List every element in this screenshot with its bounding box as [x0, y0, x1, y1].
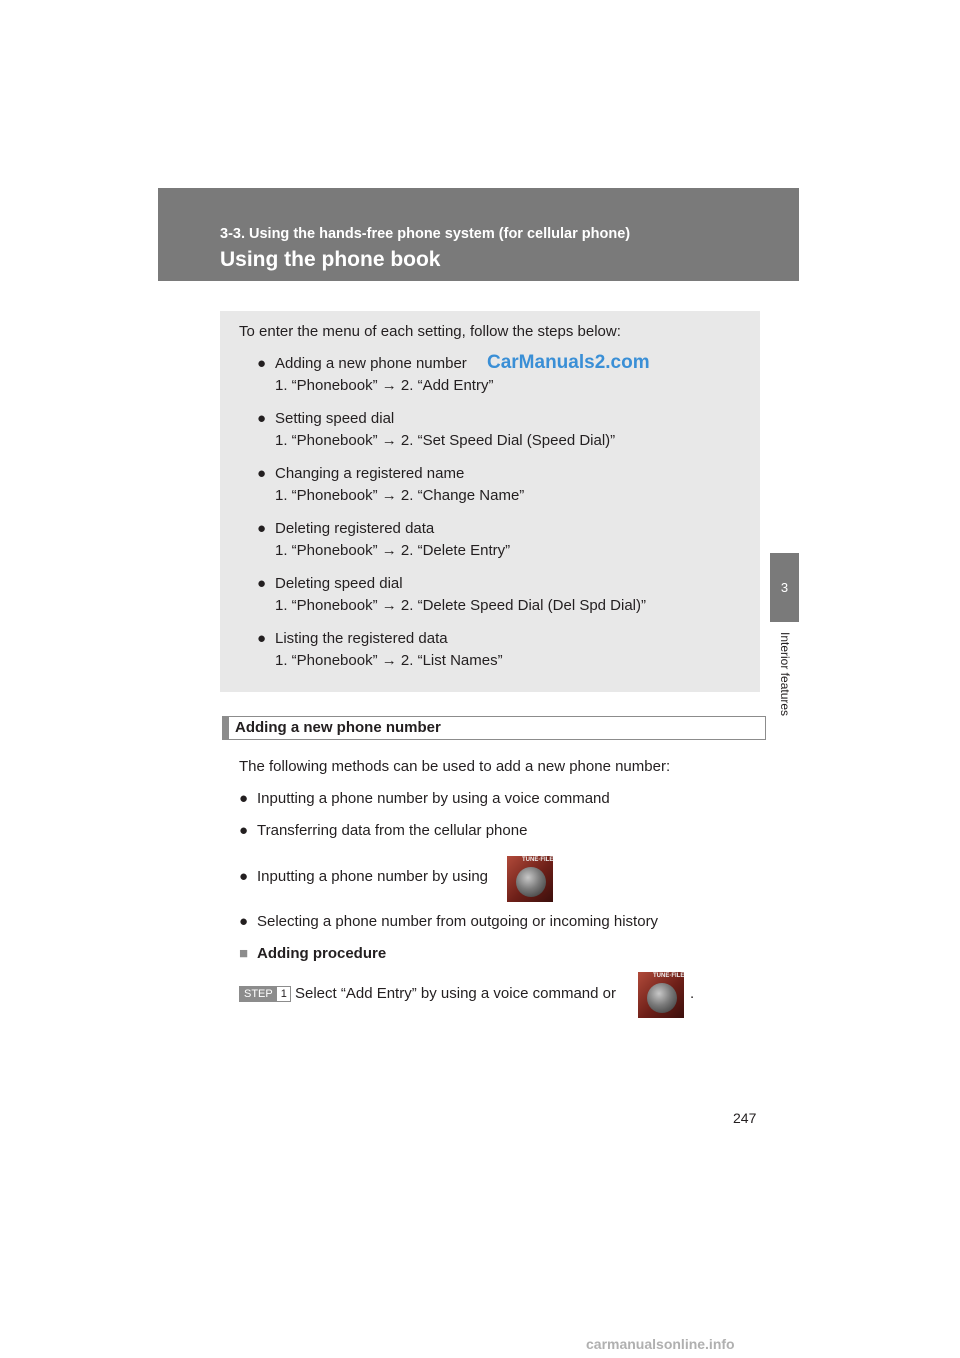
- menu-item-delete-speed-dial: ● Deleting speed dial 1. “Phonebook” → 2. “Delete Speed Dial (Del Spd Dial)”: [257, 575, 647, 614]
- menu-item-add-entry: ● Adding a new phone number 1. “Phonebook” → 2. “Add Entry”: [257, 355, 494, 394]
- square-bullet-icon: ■: [239, 945, 249, 962]
- chapter-tab: 3: [770, 553, 799, 622]
- watermark-logo: CarManuals2.com: [487, 352, 650, 373]
- menu-item-list-names: ● Listing the registered data 1. “Phonebook” → 2. “List Names”: [257, 630, 503, 669]
- method-transfer-data: ● Transferring data from the cellular phone: [239, 822, 528, 839]
- method-call-history: ● Selecting a phone number from outgoing or incoming history: [239, 913, 659, 930]
- method-voice-command: ● Inputting a phone number by using a voice command: [239, 790, 610, 807]
- step-1-text: Select “Add Entry” by using a voice command or: [295, 985, 616, 1002]
- page-header: [158, 188, 799, 281]
- menu-item-speed-dial: ● Setting speed dial 1. “Phonebook” → 2. “Set Speed Dial (Speed Dial)”: [257, 410, 616, 449]
- knob-dial-icon: [516, 867, 546, 897]
- step-badge: STEP 1: [239, 986, 291, 1002]
- step-1-period: .: [690, 985, 695, 1002]
- method-knob-input: ● Inputting a phone number by using: [239, 868, 488, 885]
- procedure-heading: ■ Adding procedure: [239, 945, 387, 962]
- section-intro: The following methods can be used to add a new phone number:: [239, 758, 671, 775]
- knob-dial-icon: [647, 983, 677, 1013]
- chapter-label: Interior features: [778, 632, 792, 717]
- tune-knob-icon: TUNE·FILE: [638, 972, 684, 1018]
- menu-item-delete-entry: ● Deleting registered data 1. “Phonebook” → 2. “Delete Entry”: [257, 520, 511, 559]
- section-label: 3-3. Using the hands-free phone system (for cellular phone): [220, 226, 631, 242]
- menu-intro: To enter the menu of each setting, follow the steps below:: [239, 323, 621, 340]
- page-number: 247: [733, 1110, 757, 1126]
- footer-watermark: carmanualsonline.info: [586, 1336, 735, 1352]
- tune-knob-icon: TUNE·FILE: [507, 856, 553, 902]
- page-title: Using the phone book: [220, 248, 441, 271]
- section-heading: Adding a new phone number: [222, 716, 766, 740]
- menu-item-change-name: ● Changing a registered name 1. “Phonebook” → 2. “Change Name”: [257, 465, 525, 504]
